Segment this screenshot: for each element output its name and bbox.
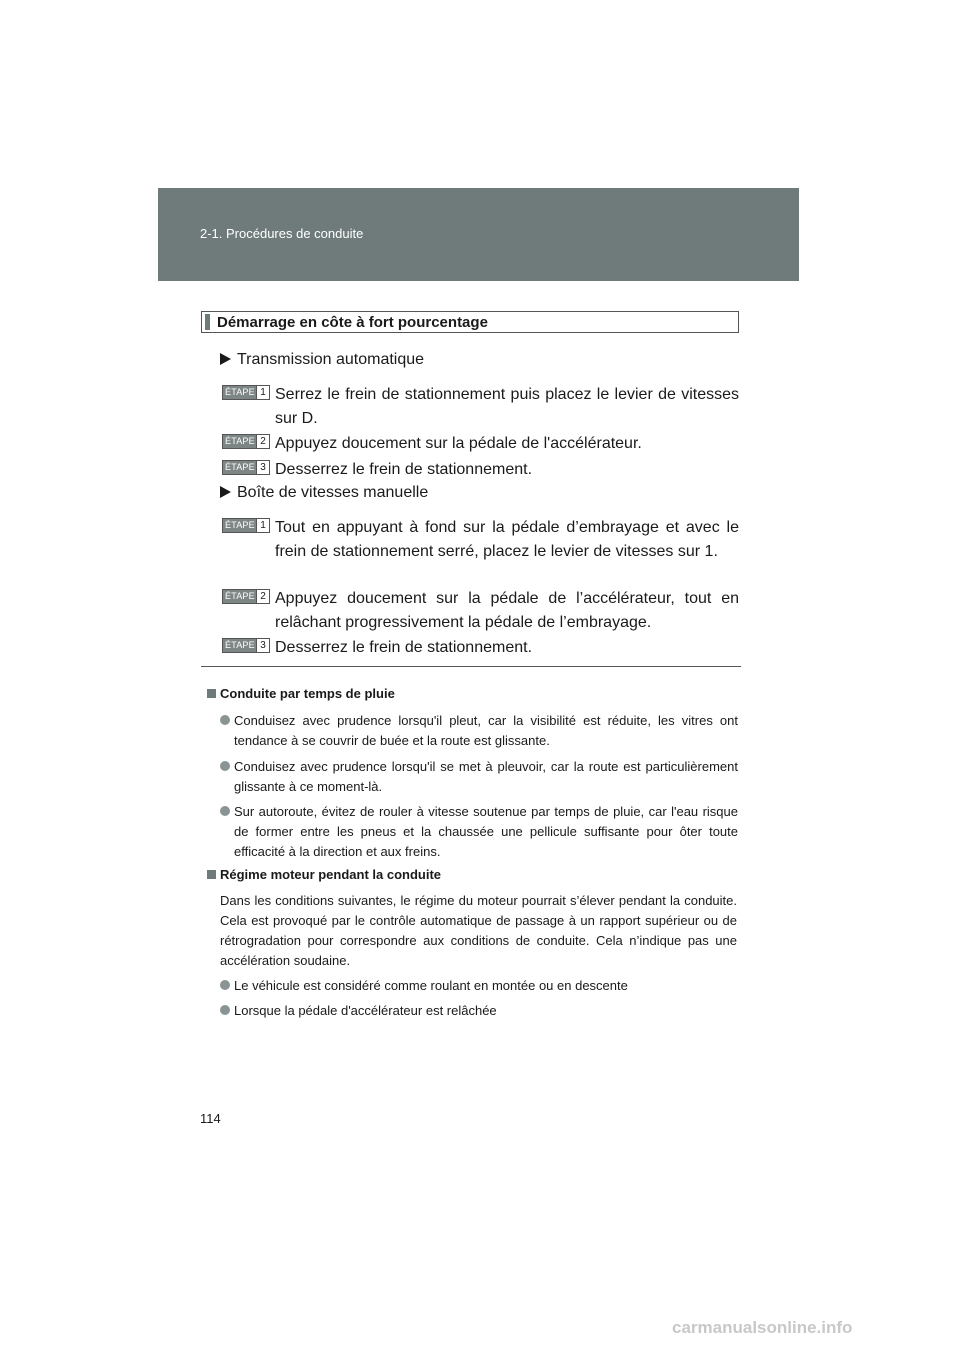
note-heading-rain — [207, 686, 395, 701]
section-label: 2-1. Procédures de conduite — [200, 226, 364, 241]
step-badge: ÉTAPE 3 — [222, 638, 270, 653]
bullet-dot-icon — [220, 980, 230, 990]
bullet-dot-icon — [220, 1005, 230, 1015]
subheading-automatic-label: Transmission automatique — [237, 351, 425, 368]
title-accent-bar — [205, 314, 210, 330]
header-band — [158, 188, 799, 281]
step-badge: ÉTAPE 3 — [222, 460, 270, 475]
step-text: Appuyez doucement sur la pédale de l’accélérateur, tout en relâchant progressivement la pédale de l’embrayage. — [275, 590, 739, 631]
page-number: 114 — [200, 1111, 221, 1126]
triangle-right-icon — [220, 353, 231, 365]
bullet-dot-icon — [220, 715, 230, 725]
note-paragraph: Dans les conditions suivantes, le régime du moteur pourrait s’élever pendant la conduite. Cela est provoqué par le contrôle automatique de passage à un rapport supérieur ou de rétrogradation pour correspondre aux conditions de conduite. Cela n’indique pas une accélération soudaine. — [220, 893, 737, 968]
bullet-dot-icon — [220, 761, 230, 771]
triangle-right-icon — [220, 486, 231, 498]
step-badge: ÉTAPE 1 — [222, 518, 270, 533]
subheading-manual — [220, 484, 428, 502]
step-badge: ÉTAPE 2 — [222, 589, 270, 604]
subheading-manual-label: Boîte de vitesses manuelle — [237, 484, 429, 501]
section-title: Démarrage en côte à fort pourcentage — [217, 314, 488, 331]
note-heading-rain-label: Conduite par temps de pluie — [220, 686, 395, 701]
step-badge: ÉTAPE 2 — [222, 434, 270, 449]
section-title-box — [201, 311, 739, 333]
note-heading-engine-label: Régime moteur pendant la conduite — [220, 867, 442, 882]
step-text: Serrez le frein de stationnement puis placez le levier de vitesses sur D. — [275, 386, 739, 427]
step-text: Appuyez doucement sur la pédale de l'accélérateur. — [275, 435, 642, 452]
step-text: Tout en appuyant à fond sur la pédale d’embrayage et avec le frein de stationnement serré, placez le levier de vitesses sur 1. — [275, 519, 739, 560]
bullet-dot-icon — [220, 806, 230, 816]
divider — [201, 666, 741, 667]
watermark: carmanualsonline.info — [672, 1318, 853, 1337]
note-heading-engine — [207, 867, 441, 882]
step-badge: ÉTAPE 1 — [222, 385, 270, 400]
step-text: Desserrez le frein de stationnement. — [275, 461, 533, 478]
square-bullet-icon — [207, 870, 216, 879]
square-bullet-icon — [207, 689, 216, 698]
step-text: Desserrez le frein de stationnement. — [275, 639, 533, 656]
subheading-automatic — [220, 351, 424, 369]
